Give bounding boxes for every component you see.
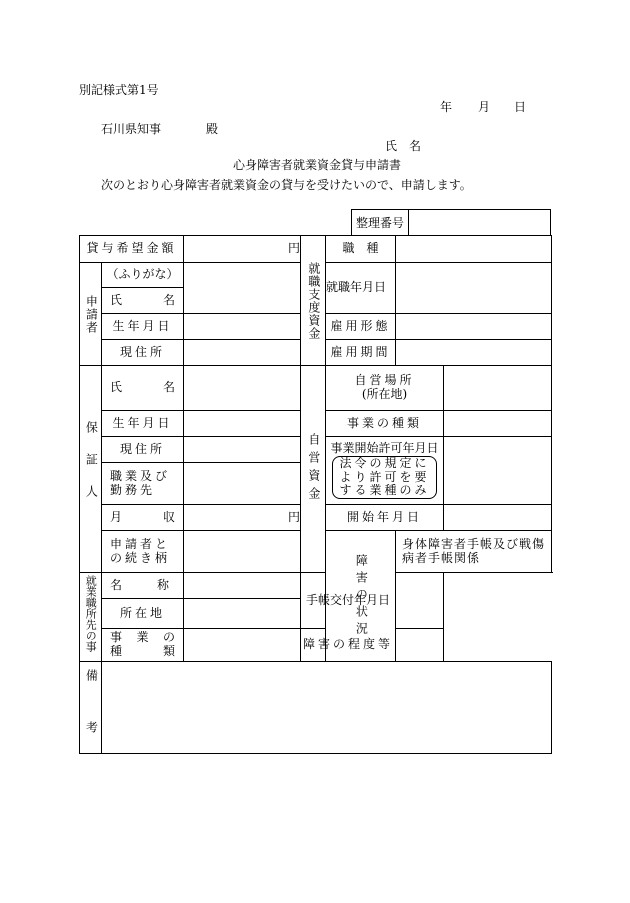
guarantor-section-label: 保証人 [80,366,102,573]
reference-number-field[interactable] [409,210,550,235]
loan-amount-label: 貸与希望金額 [80,236,184,263]
jiei-section-label: 自営資金 [301,366,326,573]
applicant-birth-field[interactable] [184,314,301,340]
form-number: 別記様式第1号 [79,83,159,97]
guarantor-address-field[interactable] [184,437,301,463]
business-permit-field[interactable] [444,437,552,505]
applicant-section-label: 申請者 [80,263,102,366]
guarantor-occupation-label: 職業及び 勤務先 [102,463,184,505]
employer-address-field[interactable] [184,599,301,629]
occupation-type-label: 職 種 [326,236,396,263]
relation-label: 申請者と の続き柄 [102,531,184,573]
guarantor-name-label: 氏 名 [102,366,184,411]
remarks-label: 備 考 [80,662,102,754]
business-place-field[interactable] [444,366,552,411]
date-year-label: 年 [440,100,453,114]
applicant-address-field[interactable] [184,340,301,366]
business-type-label: 事業の種類 [326,411,444,437]
business-type-field[interactable] [444,411,552,437]
start-date-label: 開始年月日 [326,505,444,531]
employment-period-label: 雇用期間 [326,340,396,366]
relation-field[interactable] [184,531,301,573]
disability-degree-label: 障害の程度等 [301,629,396,662]
intro-text: 次のとおり心身障害者就業資金の貸与を受けたいので、申請します。 [101,178,472,192]
techo-date-label: 手帳交付年月日 [301,573,396,629]
guarantor-occupation-field[interactable] [184,463,301,505]
start-date-field[interactable] [444,505,552,531]
applicant-name-label: 氏 名 [385,139,422,153]
guarantor-birth-label: 生年月日 [102,411,184,437]
guarantor-income-label: 月 収 [102,505,184,531]
employer-business-field[interactable] [184,629,301,662]
employer-name-label: 名 称 [102,573,184,599]
employment-type-field[interactable] [396,314,552,340]
applicant-name-field[interactable] [184,263,301,314]
business-place-label: 自営場所 (所在地) [326,366,444,411]
employer-business-label: 事 業 の 種 類 [102,629,184,662]
honorific: 殿 [206,122,219,136]
employer-address-label: 所在地 [102,599,184,629]
addressee: 石川県知事 [101,122,162,136]
applicant-birth-label: 生年月日 [102,314,184,340]
disability-section-label: 障害の状況 [326,531,396,662]
techo-date-field[interactable] [396,573,444,629]
business-permit-label: 事業開始許可年月日 法令の規定に より許可を要 する業種のみ [326,437,444,505]
guarantor-birth-field[interactable] [184,411,301,437]
yen-unit: 円 [288,241,301,256]
applicant-name-label-cell: 氏 名 [102,288,184,314]
guarantor-income-field[interactable] [184,505,301,531]
disability-degree-field[interactable] [396,629,444,662]
page-title: 心身障害者就業資金貸与申請書 [233,158,402,172]
employer-section-label: 就業職所先の事 [80,573,102,662]
employment-date-field[interactable] [396,263,552,314]
permit-note-box: 法令の規定に より許可を要 する業種のみ [332,456,437,499]
application-form-table [79,235,552,754]
date-day-label: 日 [514,100,527,114]
employment-date-label: 就職年月日 [326,263,396,314]
yen-unit: 円 [288,509,301,524]
techo-label: 身体障害者手帳及び戦傷病者手帳関係 [396,531,552,573]
guarantor-name-field[interactable] [184,366,301,411]
remarks-field[interactable] [102,662,552,754]
date-month-label: 月 [478,100,491,114]
occupation-type-field[interactable] [396,236,552,263]
loan-amount-field[interactable] [184,236,301,263]
shushoku-section-label: 就職支度資金 [301,236,326,366]
reference-number-label: 整理番号 [352,210,409,235]
furigana-label: （ふりがな） [102,263,184,288]
guarantor-address-label: 現住所 [102,437,184,463]
employer-name-field[interactable] [184,573,301,599]
employment-period-field[interactable] [396,340,552,366]
employment-type-label: 雇用形態 [326,314,396,340]
reference-number-box [351,209,551,235]
applicant-address-label: 現住所 [102,340,184,366]
